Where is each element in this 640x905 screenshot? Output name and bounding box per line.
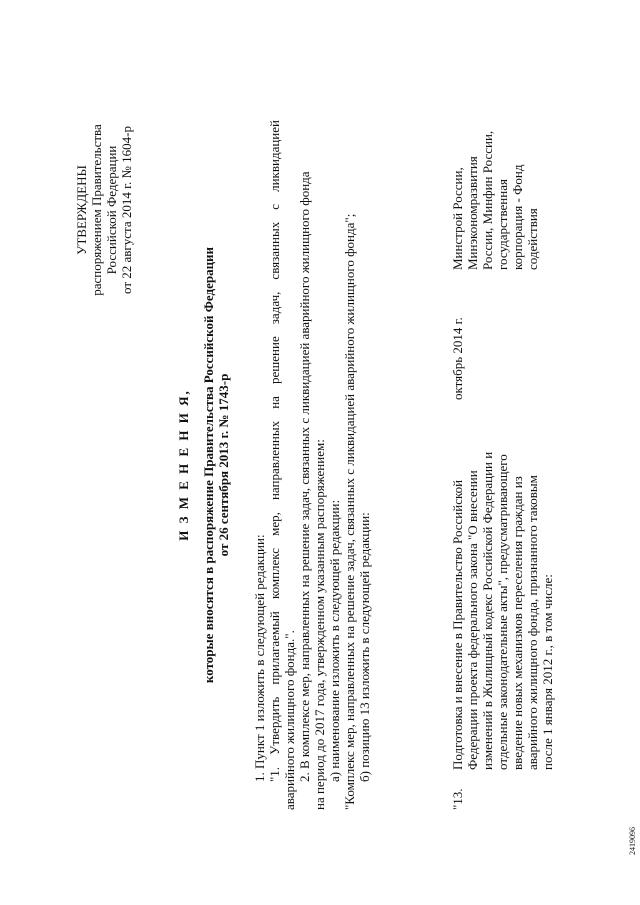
table-row — [450, 120, 610, 810]
title-subheading: которые вносятся в распоряжение Правительства Российской Федерации — [201, 246, 216, 684]
paragraph: а) наименование изложить в следующей редакции: — [327, 499, 342, 782]
paragraph: 2. В комплексе мер, направленных на решение задач, связанных с ликвидацией аварийного жилищного фонда — [297, 171, 312, 782]
document-number: 2419096 — [628, 827, 637, 855]
paragraph: б) позицию 13 изложить в следующей редакции: — [357, 512, 372, 782]
approval-stamp — [74, 65, 134, 355]
paragraph: 1. Пункт 1 изложить в следующей редакции: — [252, 534, 267, 782]
paragraph: "Комплекс мер, направленных на решение задач, связанных с ликвидацией аварийного жилищного фонда"; — [342, 213, 357, 810]
document-body — [252, 120, 372, 810]
row-number: "13. — [450, 788, 465, 810]
row-description: Подготовка и внесение в Правительство Российской Федерации проекта федерального закона "О внесении изменений в Жилищный кодекс Российской Федерации и отдельные законодательные акты", предусматривающего введение новых механизмов переселения граждан из аварийного жилищного фонда, признанного таковым после 1 января 2012 г., в том числе: — [450, 451, 555, 770]
title-heading: И З М Е Н Е Н И Я, — [176, 389, 191, 541]
paragraph: аварийного жилищного фонда.". — [282, 630, 297, 810]
approval-heading: УТВЕРЖДЕНЫ — [74, 165, 89, 255]
paragraph: "1. Утвердить прилагаемый комплекс мер, направленных на решение задач, связанных с ликвидацией — [267, 120, 282, 782]
row-executors: Минстрой России, Минэкономразвития России, Минфин России, государственная корпорация - Фонд содействия — [450, 130, 540, 270]
row-term: октябрь 2014 г. — [450, 317, 465, 400]
approval-line: Российской Федерации — [104, 145, 119, 275]
title-date: от 26 сентября 2013 г. № 1743-р — [216, 373, 231, 557]
paragraph: на период до 2017 года, утвержденном указанным распоряжением: — [312, 439, 327, 810]
approval-date: от 22 августа 2014 г. № 1604-р — [119, 126, 134, 294]
approval-line: распоряжением Правительства — [89, 124, 104, 296]
document-title — [176, 205, 231, 725]
